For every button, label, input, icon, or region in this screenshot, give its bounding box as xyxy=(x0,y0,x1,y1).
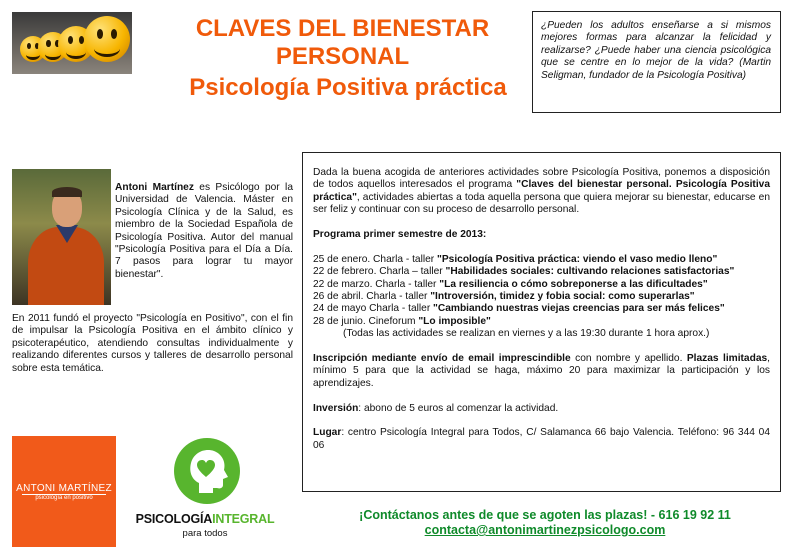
author-photo xyxy=(12,169,111,305)
author-bio-project: En 2011 fundó el proyecto "Psicología en Positivo", con el fin de impulsar la Psicología Positiva en el ámbito clínico y psicoterapéutico, atendiendo consultas individualmente y realizando diferentes cursos y talleres de desarrollo personal sobre esta temática. xyxy=(12,313,293,374)
location-info: Lugar: centro Psicología Integral para Todos, C/ Salamanca 66 bajo Valencia. Teléfono: 96 344 04 06 xyxy=(313,427,770,451)
schedule-item: 24 de mayo Charla - taller "Cambiando nuestras viejas creencias para ser más felices" xyxy=(313,303,725,315)
title-line-1: CLAVES DEL BIENESTAR xyxy=(195,15,490,42)
contact-email-link[interactable]: contacta@antonimartinezpsicologo.com xyxy=(424,523,666,537)
schedule-item: 28 de junio. Cineforum "Lo imposible" xyxy=(313,315,491,327)
schedule-item: 25 de enero. Charla - taller "Psicología Positiva práctica: viendo el vaso medio lleno" xyxy=(313,253,718,265)
psicologia-integral-logo-sub: para todos xyxy=(182,528,228,539)
schedule-item: 22 de marzo. Charla - taller "La resiliencia o cómo sobreponerse a las dificultades" xyxy=(313,278,708,290)
program-title: Programa primer semestre de 2013: xyxy=(313,229,487,241)
seligman-quote: ¿Pueden los adultos enseñarse a si mismos mejores formas para alcanzar la felicidad y realizarse? ¿Puede haber una ciencia psicológica que se centre en lo mejor de la vida? (Martin Seligman, fundador de la Psicología Positiva) xyxy=(532,11,781,113)
logo-am-sub: psicología en positivo xyxy=(35,495,93,501)
intro-text: Dada la buena acogida de anteriores actividades sobre Psicología Positiva, ponemos a disposición de todos aquellos interesados el programa xyxy=(313,167,770,191)
psicologia-integral-logo-text: PSICOLOGÍAINTEGRAL xyxy=(135,512,275,526)
page-subtitle: Psicología Positiva práctica xyxy=(189,74,507,101)
antoni-martinez-logo xyxy=(12,436,116,547)
author-name: Antoni Martínez xyxy=(115,182,194,193)
program-name: "Claves del bienestar personal. Psicología Positiva práctica" xyxy=(313,179,770,203)
author-bio-text: es Psicólogo por la Universidad de Valencia. Máster en Psicología Clínica y de la Salud, es miembro de la Sociedad Española de Psicología Positiva. Autor del manual "Psicología Positiva para el Día a Día. 7 pasos para lograr tu mayor bienestar". xyxy=(115,182,293,280)
title-line-2: PERSONAL xyxy=(275,43,410,70)
page-title xyxy=(150,15,535,71)
schedule-item: 26 de abril. Charla - taller "Introversión, timidez y fobia social: como superarlas" xyxy=(313,291,695,303)
schedule-note: (Todas las actividades se realizan en viernes y a las 19:30 durante 1 hora aprox.) xyxy=(343,328,710,340)
intro-paragraph xyxy=(313,167,770,217)
price-info: Inversión: abono de 5 euros al comenzar la actividad. xyxy=(313,402,559,414)
author-bio xyxy=(115,182,293,281)
program-box xyxy=(302,152,781,492)
smiley-faces-image xyxy=(12,12,132,74)
logo-am-name: ANTONI MARTÍNEZ xyxy=(16,483,112,494)
schedule-item: 22 de febrero. Charla – taller "Habilidades sociales: cultivando relaciones satisfactorias" xyxy=(313,266,735,278)
registration-info: Inscripción mediante envío de email imprescindible con nombre y apellido. Plazas limitadas, mínimo 5 para que la actividad se haga, máximo 20 para maximizar la participación y los aprendizajes. xyxy=(313,353,770,389)
contact-cta: ¡Contáctanos antes de que se agoten las plazas! - 616 19 92 11 xyxy=(359,508,731,522)
intro-text-end: , actividades abiertas a toda aquella persona que quiera mejorar su bienestar, educarse en ser feliz y continuar con su proceso de desarrollo personal. xyxy=(313,191,770,216)
heart-head-icon xyxy=(173,437,241,505)
